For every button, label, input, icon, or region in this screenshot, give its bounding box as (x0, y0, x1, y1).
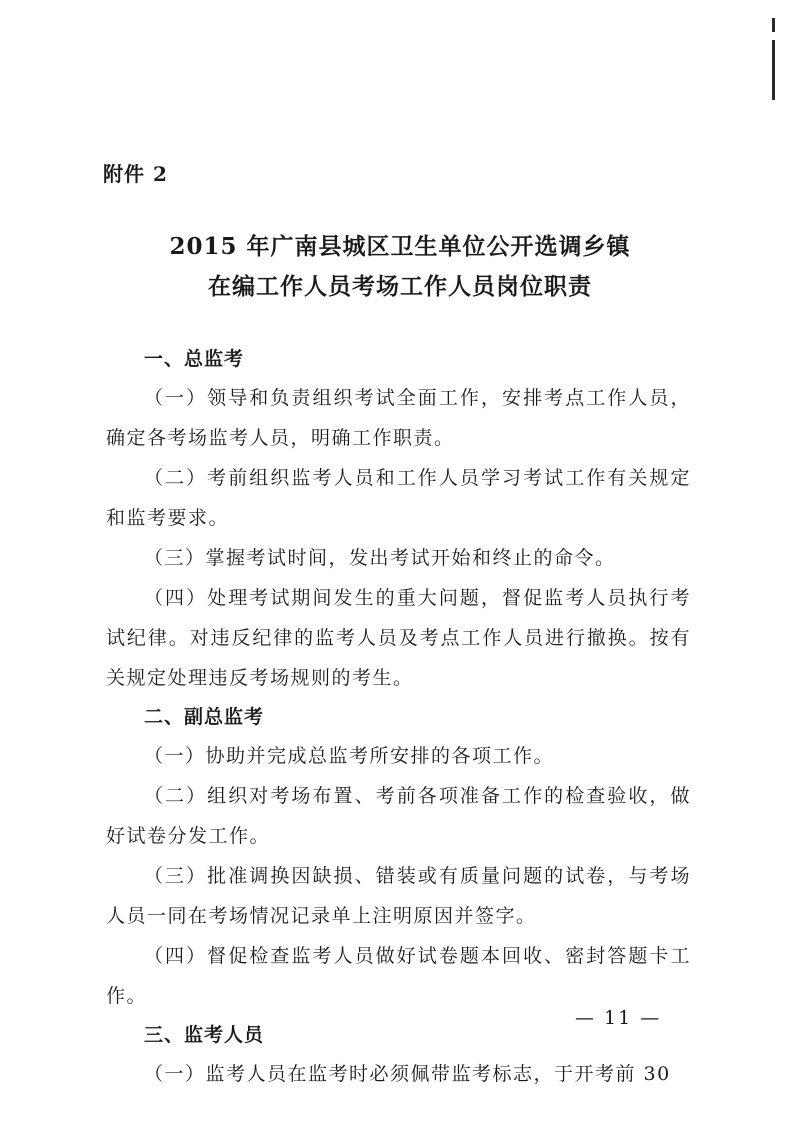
paragraph: （一）协助并完成总监考所安排的各项工作。 (144, 745, 555, 767)
document-body (106, 340, 691, 1094)
paragraph: （一）领导和负责组织考试全面工作，安排考点工作人员，确定各考场监考人员，明确工作职责。 (106, 387, 691, 449)
paragraph: （四）督促检查监考人员做好试卷题本回收、密封答题卡工作。 (106, 945, 691, 1007)
attachment-label: 附件 2 (103, 162, 168, 186)
page-number: — 11 — (575, 1007, 662, 1029)
document-title-line-2: 在编工作人员考场工作人员岗位职责 (208, 273, 592, 300)
paragraph: （三）批准调换因缺损、错装或有质量问题的试卷，与考场人员一同在考场情况记录单上注明原因并签字。 (106, 865, 691, 927)
section-heading: 三、监考人员 (144, 1024, 265, 1046)
scan-edge-mark (772, 40, 775, 100)
paragraph: （一）监考人员在监考时必须佩带监考标志，于开考前 30 (144, 1063, 671, 1085)
paragraph: （三）掌握考试时间，发出考试开始和终止的命令。 (144, 547, 616, 569)
section-heading: 二、副总监考 (144, 706, 265, 728)
paragraph: （二）组织对考场布置、考前各项准备工作的检查验收，做好试卷分发工作。 (106, 785, 691, 847)
section-heading: 一、总监考 (144, 348, 245, 370)
document-title-line-1: 2015 年广南县城区卫生单位公开选调乡镇 (169, 233, 631, 260)
paragraph: （四）处理考试期间发生的重大问题，督促监考人员执行考试纪律。对违反纪律的监考人员及考点工作人员进行撤换。按有关规定处理违反考场规则的考生。 (106, 587, 691, 689)
scan-edge-mark (772, 18, 775, 32)
paragraph: （二）考前组织监考人员和工作人员学习考试工作有关规定和监考要求。 (106, 467, 691, 529)
